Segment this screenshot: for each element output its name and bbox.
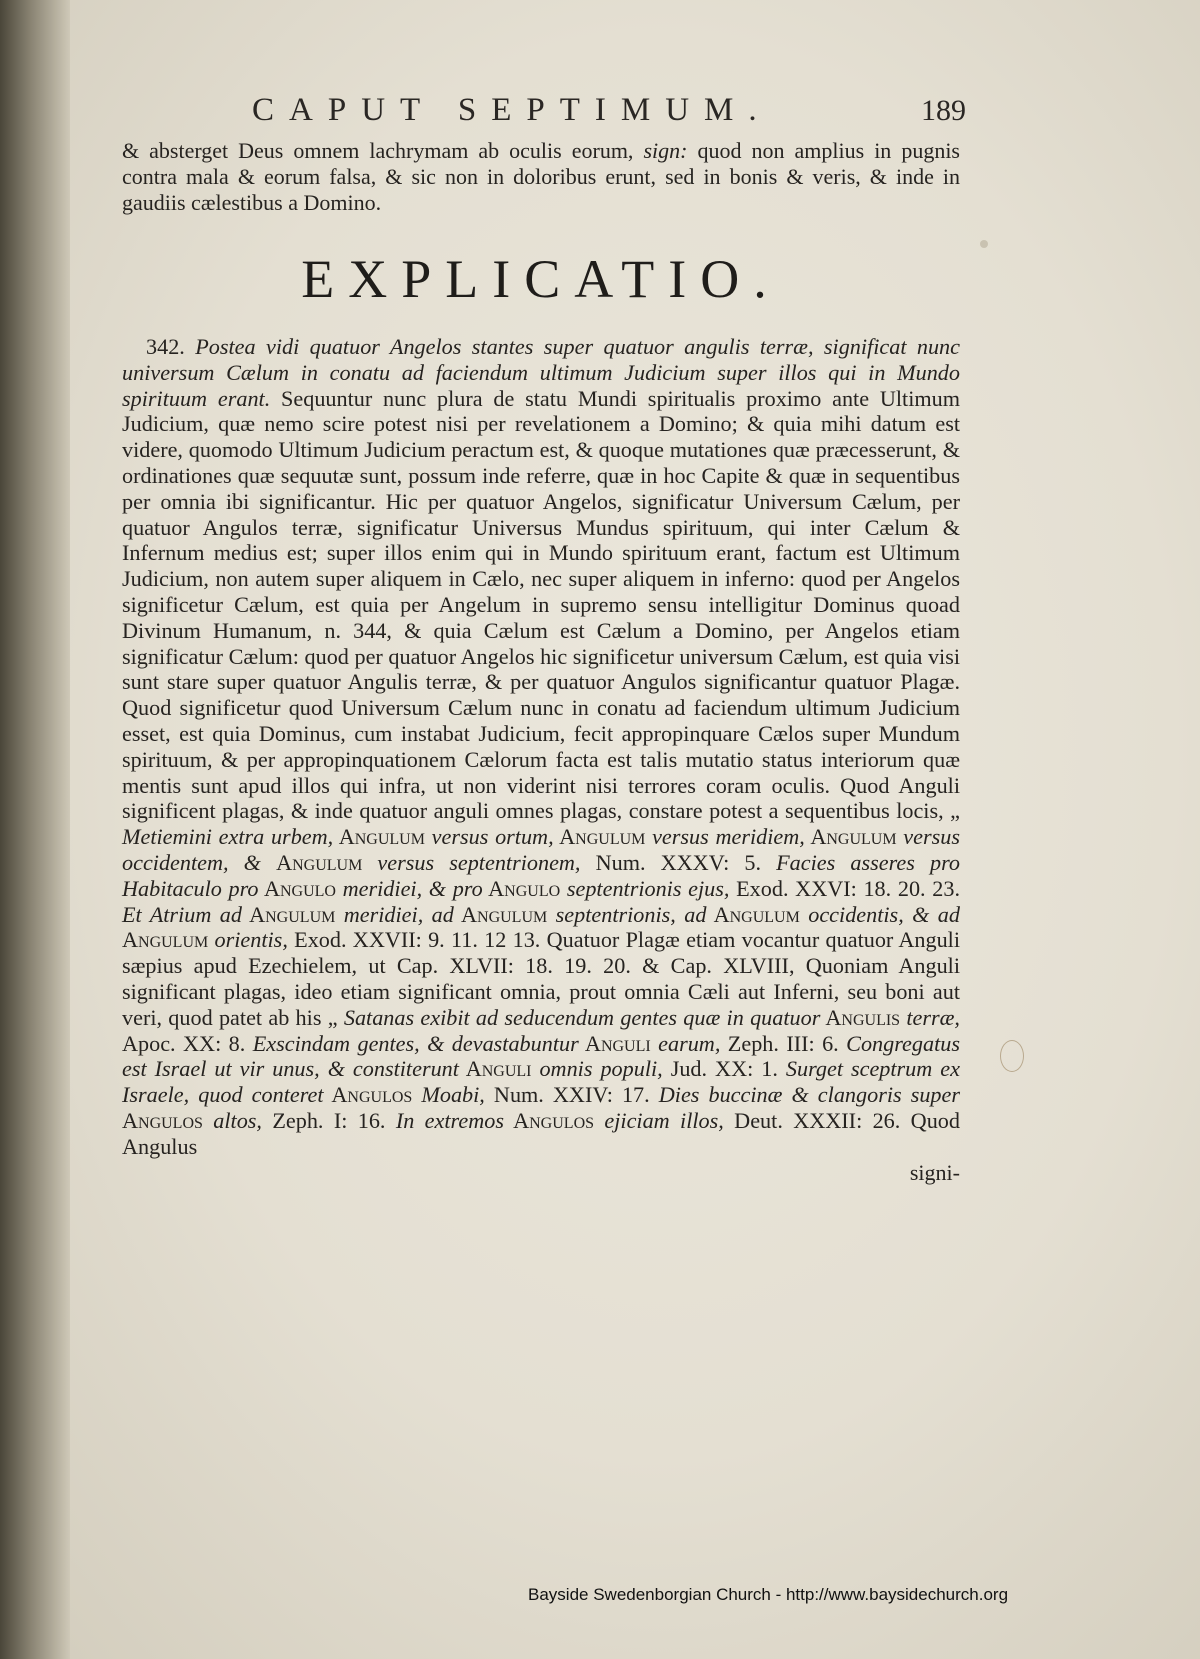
reference: Jud. XX: 1.: [662, 1056, 786, 1082]
reference: Exod. XXVI: 18. 20. 23.: [729, 875, 960, 901]
small-caps-word: Angulum: [333, 824, 425, 850]
small-caps-word: Angulum: [553, 824, 646, 850]
reference: Deut. XXXII: 26. Quod Angulus: [122, 1107, 960, 1159]
citation-italic: meridiei, & pro: [335, 875, 483, 901]
citation-italic: terræ,: [900, 1004, 960, 1030]
small-caps-word: Angulum: [241, 901, 336, 927]
intro-sign: sign:: [643, 138, 688, 163]
citation-italic: Congregatus est Israel ut vir unus, & constiterunt: [122, 1030, 960, 1082]
small-caps-word: Anguli: [458, 1056, 532, 1082]
citation-italic: versus septentrionem,: [362, 849, 581, 875]
citation-italic: versus ortum,: [424, 824, 554, 850]
foxing-stain: [980, 240, 988, 248]
small-caps-word: Angulum: [122, 927, 209, 953]
reference: Zeph. III: 6.: [720, 1030, 847, 1056]
citation-italic: In extremos: [395, 1107, 504, 1133]
body-paragraph: [122, 334, 960, 1160]
small-caps-word: Angulis: [820, 1004, 901, 1030]
running-title: CAPUT SEPTIMUM.: [252, 92, 772, 128]
page-gutter-shadow: [0, 0, 70, 1659]
citation-italic: Metiemini extra urbem,: [122, 824, 334, 850]
citation-italic: occidentis, & ad: [799, 901, 960, 927]
citation-italic: orientis,: [208, 927, 288, 953]
small-caps-word: Angulum: [276, 849, 363, 875]
small-caps-word: Angulum: [706, 901, 800, 927]
small-caps-word: Anguli: [578, 1030, 651, 1056]
paragraph-number: 342.: [146, 334, 196, 359]
small-caps-word: Angulo: [482, 875, 561, 901]
reference: Num. XXXV: 5.: [580, 849, 777, 875]
citation-italic: meridiei, ad: [335, 901, 454, 927]
small-caps-word: Angulos: [323, 1082, 413, 1108]
section-heading: EXPLICATIO.: [301, 249, 781, 309]
citation-italic: Moabi,: [412, 1082, 485, 1108]
citation-italic: Facies asseres pro Habitaculo pro: [122, 849, 960, 901]
citation-italic: versus occidentem, &: [122, 824, 960, 875]
citation-italic: septentrionis, ad: [547, 901, 707, 927]
intro-text-2: quod non amplius in pugnis contra mala & eorum falsa, & sic non in doloribus erunt, sed in bonis & veris, & inde in gaudiis cælestibus a Domino.: [122, 138, 960, 215]
citation-italic: altos,: [202, 1107, 262, 1133]
citation-italic: Exscindam gentes, & devastabuntur: [252, 1030, 579, 1056]
citation-italic: versus meridiem,: [645, 824, 805, 850]
citation-italic: Dies buccinæ & clangoris super: [658, 1082, 960, 1108]
citation-italic: Et Atrium ad: [122, 901, 242, 927]
citation-italic: omnis populi,: [531, 1056, 663, 1082]
small-caps-word: Angulos: [503, 1107, 595, 1133]
foxing-stain: [1000, 1040, 1024, 1072]
intro-paragraph: [122, 138, 960, 216]
small-caps-word: Angulum: [453, 901, 548, 927]
intro-text-1: & absterget Deus omnem lachrymam ab oculis eorum,: [122, 138, 644, 163]
citation-italic: Satanas exibit ad seducendum gentes quæ in quatuor: [343, 1004, 821, 1030]
text-block: [122, 92, 966, 1186]
citation-italic: Surget sceptrum ex Israele, quod conteret: [122, 1056, 960, 1108]
citation-italic: septentrionis ejus,: [560, 875, 730, 901]
catchword: signi-: [909, 1159, 960, 1185]
small-caps-word: Angulos: [122, 1107, 203, 1133]
page-number: 189: [921, 94, 966, 127]
reference: Zeph. I: 16.: [261, 1107, 396, 1133]
body-text-span: Sequuntur nunc plura de statu Mundi spiritualis proximo ante Ultimum Judicium, quæ nemo scire potest nisi per revelationem a Domino; & quia mihi datum est videre, quomodo Ultimum Judicium peractum est, & quoque mutationes quæ præcesserunt, & ordinationes quæ sequutæ sunt, possum inde referre, quæ in hoc Capite & quæ in sequentibus per omnia ibi significantur. Hic per quatuor Angelos, significatur Universum Cælum, per quatuor Angulos terræ, significatur Universus Mundus spirituum, qui inter Cælum & Infernum medius est; super illos enim qui in Mundo spirituum erant, factum est Ultimum Judicium, non autem super aliquem in Cælo, nec super aliquem in inferno: quod per Angelos significetur Cælum, est quia per Angelum in supremo sensu intelligitur Dominus quoad Divinum Humanum, n. 344, & quia Cælum est Cælum a Domino, per Angelos etiam significatur Cælum: quod per quatuor Angelos hic significetur universum Cælum, est quia visi sunt stare super quatuor Angulis terræ, & per quatuor Angulos significantur quatuor Plagæ. Quod significetur quod Universum Cælum nunc in conatu ad faciendum ultimum Judicium esset, est quia Dominus, cum instabat Judicium, fecit appropinquare Cælos super Mundum spirituum, & per appropinquationem Cælorum facta est talis mutatio status interiorum quæ mentis sunt apud illos qui infra, ut non viderint nisi terrores coram oculis. Quod Anguli significent plagas, & inde quatuor anguli omnes plagas, constare potest a sequentibus locis, „: [122, 385, 960, 824]
reference: Num. XXIV: 17.: [484, 1082, 659, 1108]
citation-italic: earum,: [650, 1030, 721, 1056]
reference: Apoc. XX: 8.: [122, 1030, 253, 1056]
running-head: [122, 92, 966, 138]
small-caps-word: Angulum: [804, 824, 897, 850]
citation-italic: ejiciam illos,: [594, 1107, 724, 1133]
small-caps-word: Angulo: [258, 875, 336, 901]
quoted-verse: Postea vidi quatuor Angelos stantes super quatuor angulis terræ, significat nunc universum Cælum in conatu ad faciendum ultimum Judicium super illos qui in Mundo spirituum erant.: [122, 334, 961, 411]
footer-credit: Bayside Swedenborgian Church - http://www.baysidechurch.org: [528, 1585, 1009, 1604]
body-text-span: Exod. XXVII: 9. 11. 12 13. Quatuor Plagæ etiam vocantur quatuor Anguli sæpius apud Ezechielem, ut Cap. XLVII: 18. 19. 20. & Cap. XLVIII, Quoniam Anguli significant plagas, ideo etiam significant omnia, prout omnia Cæli aut Inferni, seu boni aut veri, quod patet ab his „: [122, 927, 960, 1030]
